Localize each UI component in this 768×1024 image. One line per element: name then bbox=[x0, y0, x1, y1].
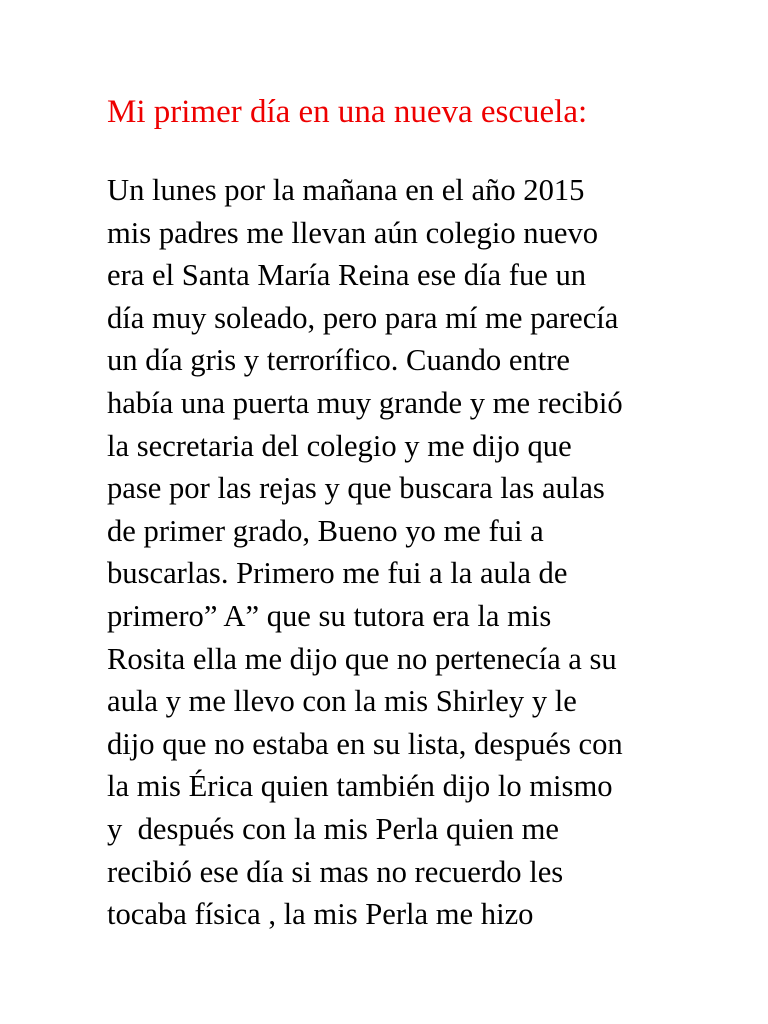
document-title: Mi primer día en una nueva escuela: bbox=[107, 94, 588, 130]
body-line: la secretaria del colegio y me dijo que bbox=[107, 428, 572, 463]
body-line: día muy soleado, pero para mí me parecía bbox=[107, 300, 619, 335]
body-line: mis padres me llevan aún colegio nuevo bbox=[107, 215, 599, 250]
body-line: aula y me llevo con la mis Shirley y le bbox=[107, 684, 577, 719]
body-line: había una puerta muy grande y me recibió bbox=[107, 385, 623, 420]
document-body bbox=[107, 169, 747, 936]
body-line: de primer grado, Bueno yo me fui a bbox=[107, 513, 544, 548]
body-line: la mis Érica quien también dijo lo mismo bbox=[107, 769, 613, 804]
body-line: y después con la mis Perla quien me bbox=[107, 811, 560, 846]
body-line: era el Santa María Reina ese día fue un bbox=[107, 258, 587, 293]
body-line: Rosita ella me dijo que no pertenecía a su bbox=[107, 641, 617, 676]
body-line: buscarlas. Primero me fui a la aula de bbox=[107, 556, 568, 591]
body-line: un día gris y terrorífico. Cuando entre bbox=[107, 343, 571, 378]
body-line: dijo que no estaba en su lista, después con bbox=[107, 726, 623, 761]
body-line: Un lunes por la mañana en el año 2015 bbox=[107, 173, 585, 207]
body-line: pase por las rejas y que buscara las aulas bbox=[107, 471, 605, 506]
body-line: recibió ese día si mas no recuerdo les bbox=[107, 854, 564, 889]
body-line: primero” A” que su tutora era la mis bbox=[107, 598, 552, 633]
body-line: tocaba física , la mis Perla me hizo bbox=[107, 897, 534, 932]
